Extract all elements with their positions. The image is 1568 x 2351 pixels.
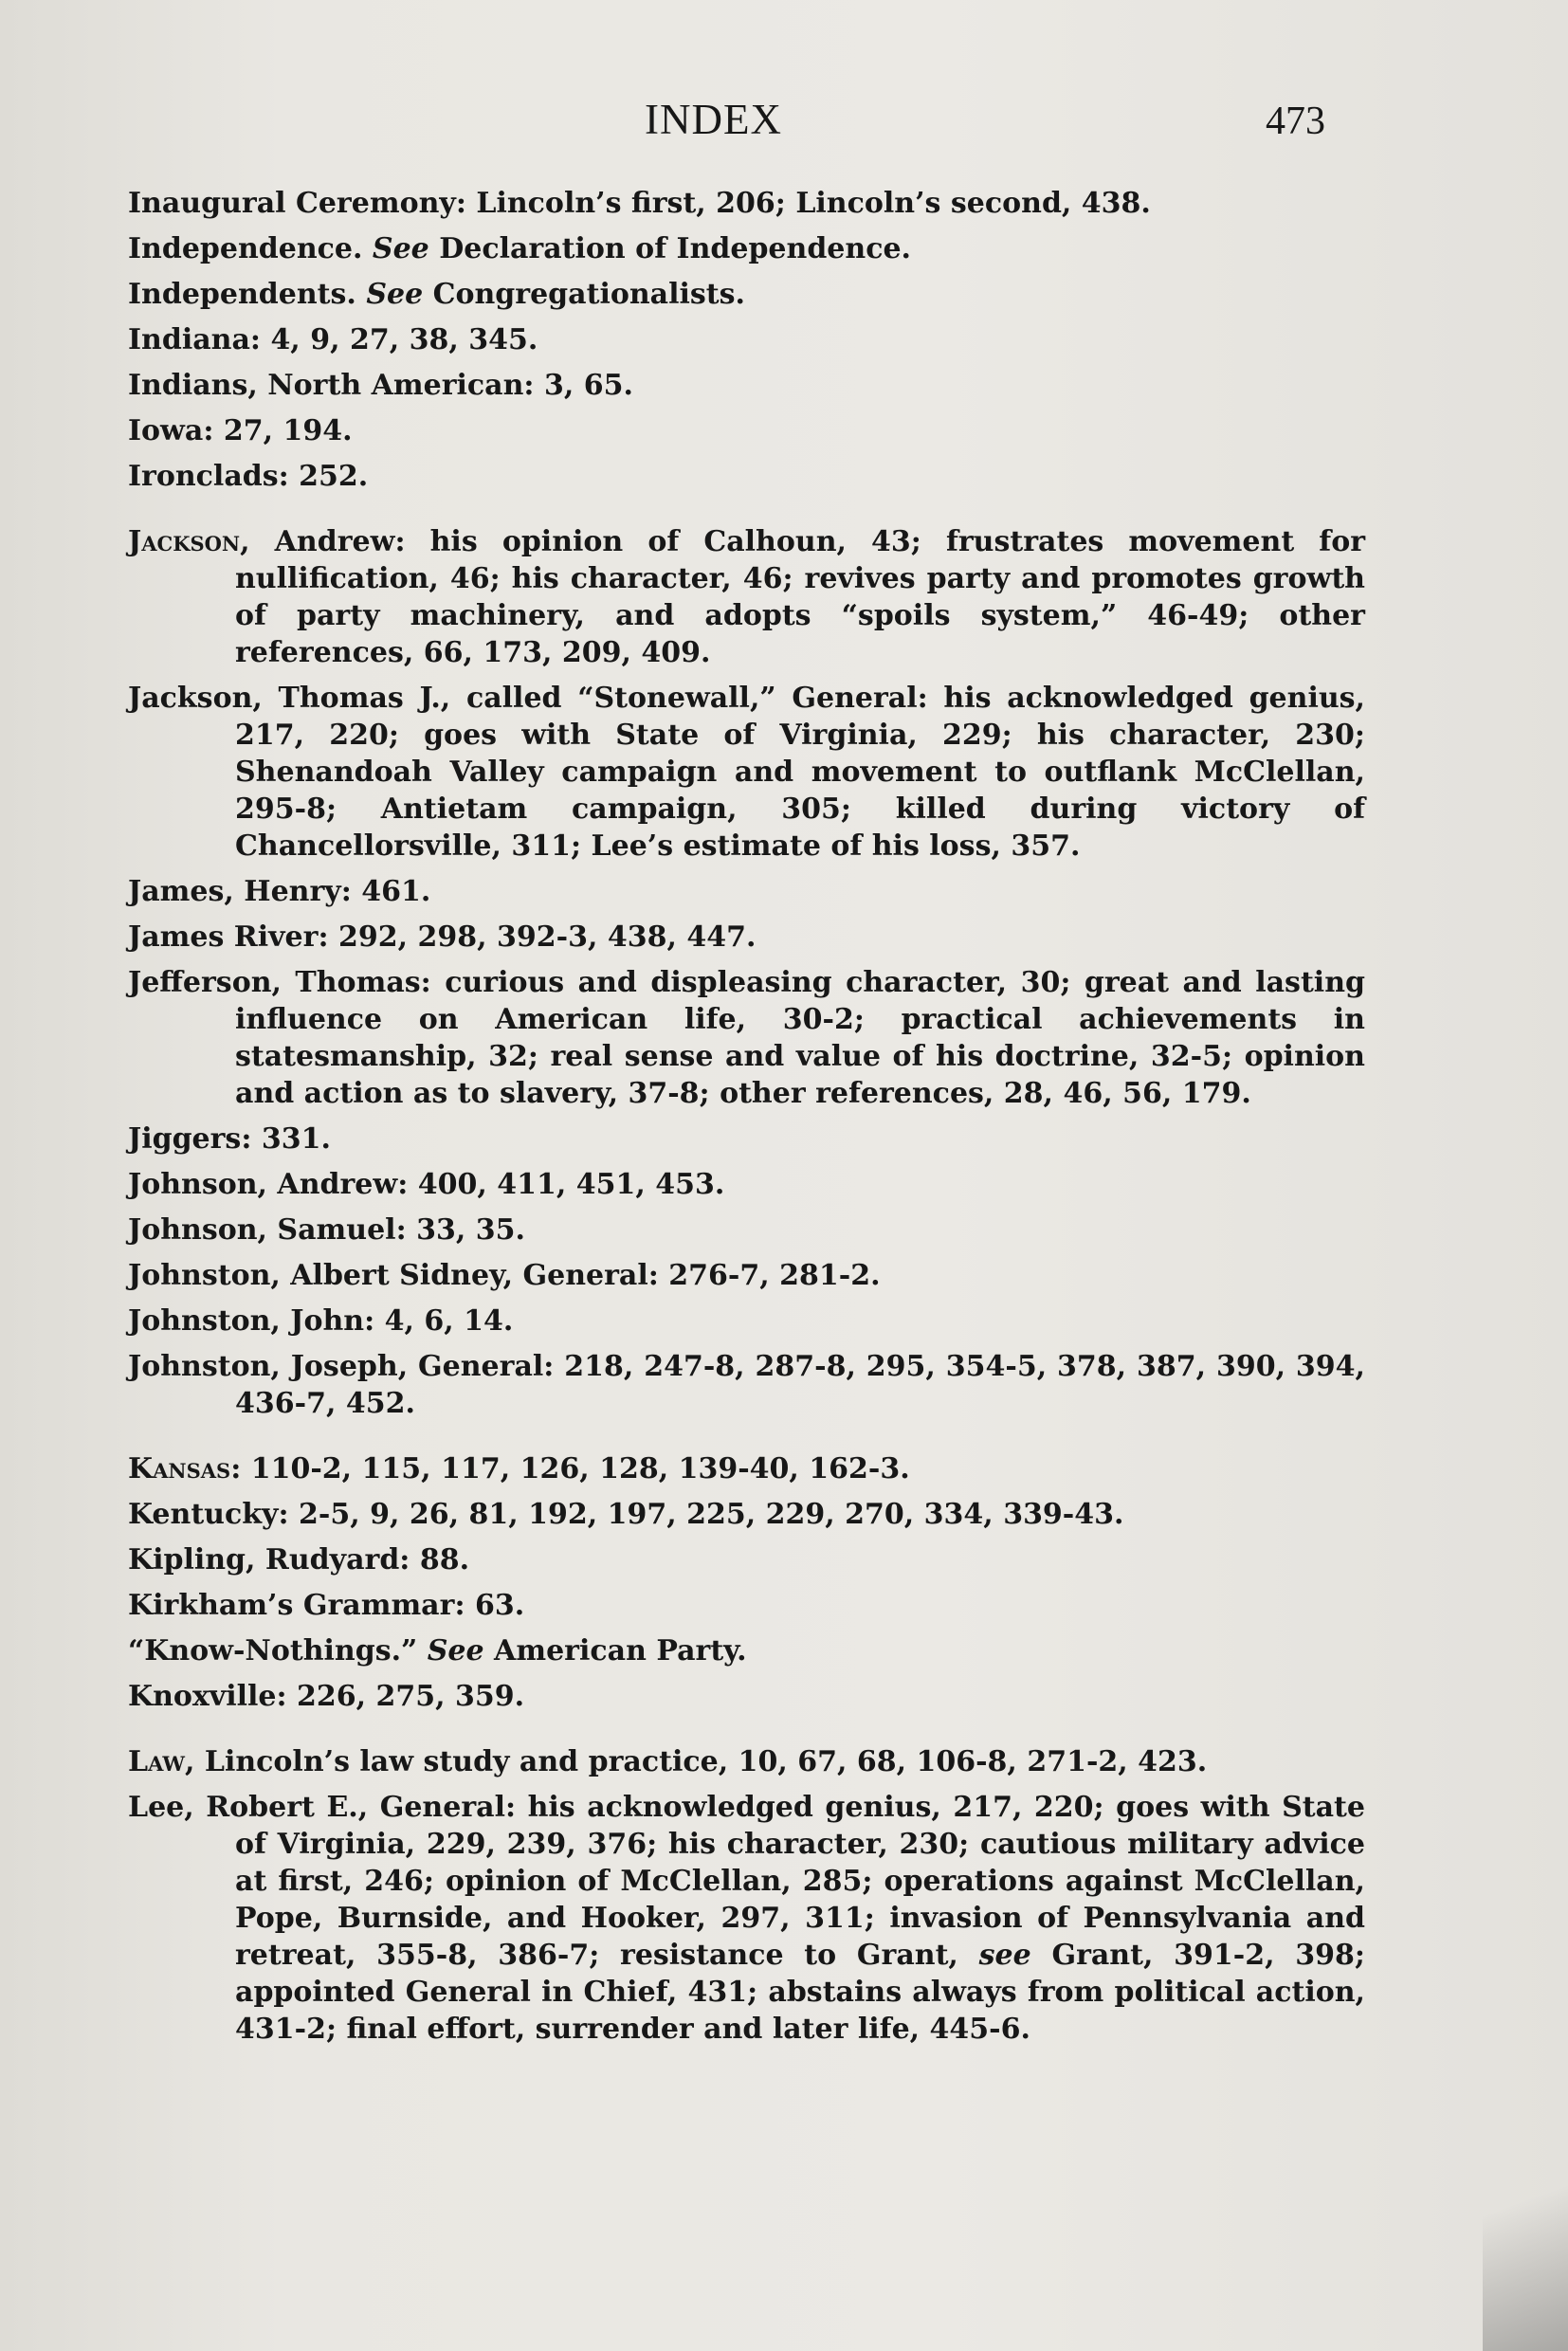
entry-head-smallcaps: Kansas (128, 1452, 231, 1485)
entry-text: American Party. (483, 1634, 747, 1668)
entry-text: 3, 65. (543, 369, 633, 402)
index-entry: Jiggers: 331. (128, 1122, 331, 1156)
index-entry: Lee, Robert E., General: his acknowledged genius, 217, 220; goes with State of Virginia, 229, 239, 376; his character, 230; cautious military advice at first, 246; opinion of McClellan, 285; operations against McClellan, Pope, Burnside, and Hooker, 297, 311; invasion of Pennsylvania and retreat, 355-8, 386-7; resistance to Grant, see Grant, 391-2, 398; appointed General in Chief, 431; abstains always from political action, 431-2; final effort, surrender and later life, 445-6. (128, 1791, 1365, 2046)
index-entry (128, 1743, 1365, 1780)
entry-head: Jackson, Thomas J., called “Stonewall,” General (128, 682, 918, 715)
entry-text: 226, 275, 359. (297, 1680, 525, 1713)
entry-head: Inaugural Ceremony (128, 187, 456, 220)
index-entry (128, 276, 1365, 313)
entry-head: Iowa (128, 414, 204, 447)
entry-text: 27, 194. (223, 414, 353, 447)
page-shadow (1483, 2105, 1568, 2351)
entry-text: 33, 35. (416, 1213, 525, 1247)
entry-head: Jiggers (128, 1122, 242, 1156)
index-entry: Knoxville: 226, 275, 359. (128, 1680, 525, 1713)
entry-text: 4, 6, 14. (384, 1304, 514, 1338)
entry-head: Johnson, Andrew (128, 1168, 398, 1201)
page-header (0, 95, 1568, 152)
entry-head: Ironclads (128, 460, 279, 493)
entry-head-smallcaps: Jackson (128, 525, 241, 558)
entry-head: Kirkham’s Grammar (128, 1589, 455, 1622)
index-entry: Kansas: 110-2, 115, 117, 126, 128, 139-40, 162-3. (128, 1452, 910, 1485)
index-entry: Indiana: 4, 9, 27, 38, 345. (128, 323, 538, 356)
index-entry: Ironclads: 252. (128, 460, 369, 493)
entry-text: Congregationalists. (423, 278, 745, 311)
index-entry: Jefferson, Thomas: curious and displeasing character, 30; great and lasting influence on American life, 30-2; practical achievements in statesmanship, 32; real sense and value of his doctrine, 32-5; opinion and action as to slavery, 37-8; other references, 28, 46, 56, 179. (128, 966, 1365, 1110)
entry-text: 292, 298, 392-3, 438, 447. (337, 920, 757, 954)
entry-head: Indiana (128, 323, 250, 356)
entry-text: Lincoln’s first, 206; Lincoln’s second, 438. (476, 187, 1151, 220)
entry-head: , Andrew (240, 525, 395, 558)
entry-text: his acknowledged genius, 217, 220; goes with State of Virginia, 229; his character, 230; Shenandoah Valley campaign and movement to outflank McClellan, 295-8; Antietam campaign, 305; killed during victory of Chancellorsville, 311; Lee’s estimate of his loss, 357. (235, 682, 1365, 863)
index-entries (128, 185, 1365, 2056)
entry-text: Lincoln’s law study and practice, 10, 67, 68, 106-8, 271-2, 423. (204, 1745, 1208, 1778)
entry-text: 252. (299, 460, 369, 493)
entry-head: Johnston, Albert Sidney, General (128, 1259, 648, 1292)
index-entry: Inaugural Ceremony: Lincoln’s first, 206; Lincoln’s second, 438. (128, 187, 1151, 220)
index-entry: Indians, North American: 3, 65. (128, 369, 633, 402)
see-reference: See (372, 232, 429, 265)
entry-text: his acknowledged genius, 217, 220; goes with State of Virginia, 229, 239, 376; his character, 230; cautious military advice at first, 246; opinion of McClellan, 285; operations against McClellan, Pope, Burnside, and Hooker, 297, 311; invasion of Pennsylvania and retreat, 355-8, 386-7; resistance to Grant, (235, 1791, 1365, 1972)
entry-head: Lee, Robert E., General (128, 1791, 505, 1824)
index-entry: Johnson, Samuel: 33, 35. (128, 1213, 525, 1247)
entry-head: Johnston, Joseph, General (128, 1350, 544, 1383)
entry-text: 88. (419, 1543, 470, 1576)
see-reference: See (366, 278, 424, 311)
index-entry: Kentucky: 2-5, 9, 26, 81, 192, 197, 225, 229, 270, 334, 339-43. (128, 1498, 1124, 1531)
index-entry: Kipling, Rudyard: 88. (128, 1543, 470, 1576)
index-entry: Johnston, Albert Sidney, General: 276-7, 281-2. (128, 1259, 881, 1292)
entry-head: James, Henry (128, 875, 341, 908)
entry-head: Johnston, John (128, 1304, 365, 1338)
index-entry: James, Henry: 461. (128, 875, 431, 908)
see-reference: see (978, 1939, 1031, 1972)
entry-head: Jefferson, Thomas (128, 966, 421, 999)
entry-head: Independents. (128, 278, 356, 311)
entry-head: Indians, North American (128, 369, 524, 402)
see-reference: See (427, 1634, 484, 1668)
index-entry: Johnston, Joseph, General: 218, 247-8, 287-8, 295, 354-5, 378, 387, 390, 394, 436-7, 452. (128, 1350, 1365, 1420)
running-title: INDEX (645, 96, 782, 143)
index-entry: Jackson, Thomas J., called “Stonewall,” General: his acknowledged genius, 217, 220; goes with State of Virginia, 229; his character, 230; Shenandoah Valley campaign and movement to outflank McClellan, 295-8; Antietam campaign, 305; killed during victory of Chancellorsville, 311; Lee’s estimate of his loss, 357. (128, 682, 1365, 863)
entry-head-smallcaps: Law (128, 1745, 185, 1778)
index-entry (128, 230, 1365, 267)
entry-head: Kipling, Rudyard (128, 1543, 400, 1576)
entry-text: 400, 411, 451, 453. (417, 1168, 725, 1201)
index-entry: Johnson, Andrew: 400, 411, 451, 453. (128, 1168, 725, 1201)
entry-head: , (184, 1745, 195, 1778)
entry-text: 4, 9, 27, 38, 345. (270, 323, 538, 356)
entry-text: 110-2, 115, 117, 126, 128, 139-40, 162-3. (250, 1452, 910, 1485)
entry-head: Knoxville (128, 1680, 277, 1713)
entry-head: Johnson, Samuel (128, 1213, 396, 1247)
entry-text: curious and displeasing character, 30; great and lasting influence on American life, 30-2; practical achievements in statesmanship, 32; real sense and value of his doctrine, 32-5; opinion and action as to slavery, 37-8; other references, 28, 46, 56, 179. (235, 966, 1365, 1110)
entry-text: 461. (361, 875, 431, 908)
entry-text: 218, 247-8, 287-8, 295, 354-5, 378, 387, 390, 394, 436-7, 452. (235, 1350, 1365, 1420)
index-entry: James River: 292, 298, 392-3, 438, 447. (128, 920, 757, 954)
entry-head: Independence. (128, 232, 363, 265)
entry-head: “Know-Nothings.” (128, 1634, 418, 1668)
page-number: 473 (1266, 100, 1325, 143)
entry-text: 63. (474, 1589, 525, 1622)
index-entry: Johnston, John: 4, 6, 14. (128, 1304, 514, 1338)
entry-text: his opinion of Calhoun, 43; frustrates movement for nullification, 46; his character, 46; revives party and promotes growth of party machinery, and adopts “spoils system,” 46-49; other references, 66, 173, 209, 409. (235, 525, 1366, 669)
index-entry: Jackson, Andrew: his opinion of Calhoun, 43; frustrates movement for nullification, 46; his character, 46; revives party and promotes growth of party machinery, and adopts “spoils system,” 46-49; other references, 66, 173, 209, 409. (128, 525, 1366, 669)
index-entry: Kirkham’s Grammar: 63. (128, 1589, 525, 1622)
entry-text: 276-7, 281-2. (668, 1259, 881, 1292)
entry-text: Declaration of Independence. (428, 232, 911, 265)
entry-text: 2-5, 9, 26, 81, 192, 197, 225, 229, 270, 334, 339-43. (299, 1498, 1124, 1531)
index-entry: Iowa: 27, 194. (128, 414, 353, 447)
entry-head: James River (128, 920, 319, 954)
entry-head: Kentucky (128, 1498, 279, 1531)
index-entry (128, 1632, 1365, 1669)
entry-text: 331. (261, 1122, 331, 1156)
entry-text-continued: Grant, 391-2, 398; appointed General in Chief, 431; abstains always from political action, 431-2; final effort, surrender and later life, 445-6. (235, 1939, 1365, 2046)
